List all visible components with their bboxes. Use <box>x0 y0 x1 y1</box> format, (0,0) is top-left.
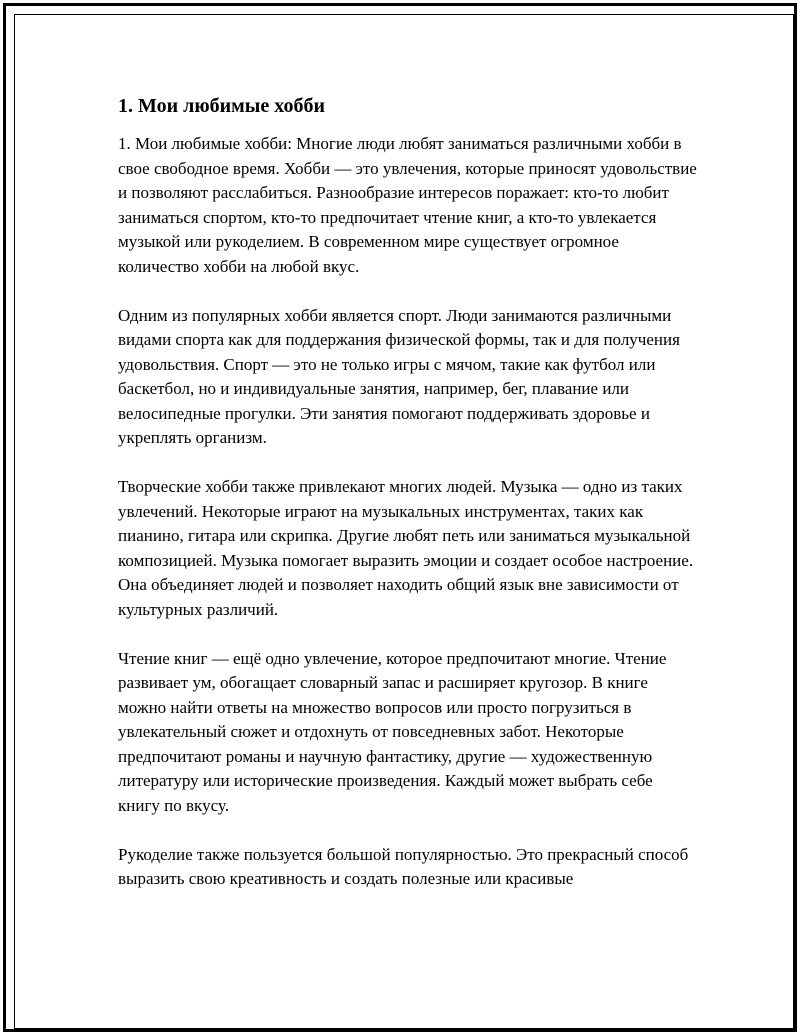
paragraph-sport: Одним из популярных хобби является спорт. Люди занимаются различными видами спорта как для поддержания физической формы, так и для получения удовольствия. Спорт — это не только игры с мячом, такие как футбол или баскетбол, но и индивидуальные занятия, например, бег, плавание или велосипедные прогулки. Эти занятия помогают поддерживать здоровье и укреплять организм. <box>118 305 680 447</box>
paragraph-intro: 1. Мои любимые хобби: Многие люди любят заниматься различными хобби в свое свободное время. Хобби — это увлечения, которые приносят удовольствие и позволяют расслабиться. Разнообразие интересов поражает: кто-то любит заниматься спортом, кто-то предпочитает чтение книг, а кто-то увлекается музыкой или рукоделием. В современном мире существует огромное количество хобби на любой вкус. <box>118 134 697 276</box>
paragraph-music: Творческие хобби также привлекают многих людей. Музыка — одно из таких увлечений. Некоторые играют на музыкальных инструментах, таких как пианино, гитара или скрипка. Другие любят петь или заниматься музыкальной композицией. Музыка помогает выразить эмоции и создает особое настроение. Она объединяет людей и позволяет находить общий язык вне зависимости от культурных различий. <box>118 477 694 619</box>
document-body <box>118 93 698 916</box>
paragraph-handicraft: Рукоделие также пользуется большой популярностью. Это прекрасный способ выразить свою креативность и создать полезные или красивые <box>118 844 689 888</box>
document-title: 1. Мои любимые хобби <box>118 95 326 117</box>
paragraph-reading: Чтение книг — ещё одно увлечение, которое предпочитают многие. Чтение развивает ум, обогащает словарный запас и расширяет кругозор. В книге можно найти ответы на множество вопросов или просто погрузиться в увлекательный сюжет и отдохнуть от повседневных забот. Некоторые предпочитают романы и научную фантастику, другие — художественную литературу или исторические произведения. Каждый может выбрать себе книгу по вкусу. <box>118 648 667 815</box>
